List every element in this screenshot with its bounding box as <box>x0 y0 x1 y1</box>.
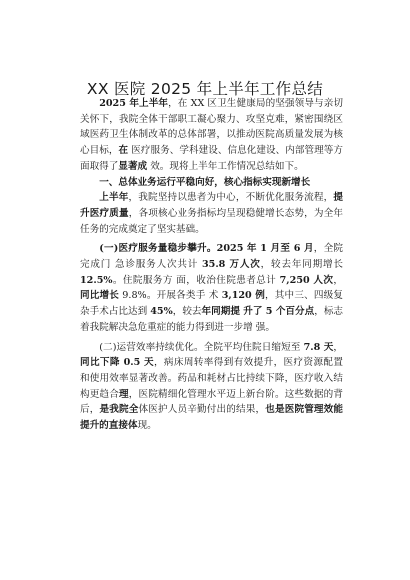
para2-run: ，较去年同期增长 <box>260 259 343 271</box>
para3-run: ，医院精细化管理水平迈上新台阶。这些数据的背后， <box>80 388 344 416</box>
intro-run: 在 <box>118 145 129 157</box>
para2-run: (一)医疗服务量稳步攀升。 <box>99 243 217 255</box>
para2-run: 3,120 例 <box>221 290 266 302</box>
para2-run: 同比增长 <box>80 290 120 302</box>
intro-run: 2025 年上半年 <box>99 98 169 109</box>
para3-run: 同比下降 0.5 天 <box>80 357 154 369</box>
intro-run: 我院全体干部职工凝心聚力、攻坚克难，紧密围绕区域医药卫生体制改革的总体部署，以推动医院高质量发展为核心目标， <box>80 113 344 157</box>
intro-run: 效。现将上半年工作情况总结如下。 <box>147 160 304 172</box>
para1-run: 提升医疗质量 <box>80 192 344 219</box>
para2-run: 35.8 万人次 <box>201 259 261 271</box>
para2-run: ，全院完成门 急诊服务人次共计 <box>80 243 344 271</box>
paragraph-overview <box>80 190 343 237</box>
para2-run: ，标志着我院解决急危重症的能力得到进一步增 强。 <box>80 306 344 333</box>
document-body <box>80 96 343 434</box>
para2-run: 2025 年 1 月至 6 月 <box>216 243 314 255</box>
para3-run: 理 <box>119 388 129 400</box>
para3-run: 也是医院管理效能提升的直接体 <box>80 404 344 432</box>
para2-run: 收治住院患者总计 <box>196 274 280 286</box>
paragraph-service-volume <box>80 241 343 335</box>
para2-run: 9.8%。开展各类手 术 <box>119 290 222 302</box>
para2-run: ，较去 <box>172 306 202 318</box>
intro-run: 医疗服务、学科建设、信息化建设、内部管理等方面取得了 <box>80 145 344 172</box>
para3-run: 全院平均住院日缩短至 <box>203 341 304 353</box>
intro-paragraph <box>80 96 343 175</box>
para3-run: 7.8 天 <box>303 341 334 353</box>
para3-run: ，病床周转率得到有效提升，医疗资源配置和使用效率显著改善。药品和耗材占比持续下降，医疗收入结构更趋合 <box>80 357 343 400</box>
section-heading-1: 一、总体业务运行平稳向好，核心指标实现新增长 <box>99 176 311 188</box>
para3-run: 现。 <box>137 420 157 432</box>
para2-run: 45% <box>150 306 173 318</box>
paragraph-efficiency <box>80 340 343 434</box>
para1-run: ，我院坚持以患者为中心，不断优化服务流程， <box>128 192 334 204</box>
para3-run: 是我院全 <box>99 404 139 416</box>
document-title: XX 医院 2025 年上半年工作总结 <box>86 80 324 98</box>
intro-run: 显著成 <box>118 160 148 172</box>
para2-run: 年同期提 升了 5 个百分点 <box>201 306 315 318</box>
para3-run: 体医护人员辛勤付出的结果， <box>138 404 266 416</box>
para1-run: 上半年 <box>99 192 129 204</box>
para2-run: 7,250 人次 <box>279 274 334 286</box>
para1-run: ，各项核心业务指标均呈现稳健增长态势，为全年任务的完成奠定了坚实基础。 <box>80 207 344 235</box>
para2-run: 。住院服务方 面， <box>112 274 197 286</box>
para2-run: 12.5% <box>80 274 113 286</box>
para3-run: (二)运营效率持续优化。 <box>99 341 204 353</box>
para2-run: ，其中三、四级复杂手术占比达到 <box>80 290 343 318</box>
intro-run: ，在 XX 区卫生健康局的坚强领导与亲切关怀下， <box>80 98 343 125</box>
para2-run: ， <box>333 274 343 286</box>
para3-run: ， <box>333 341 343 353</box>
